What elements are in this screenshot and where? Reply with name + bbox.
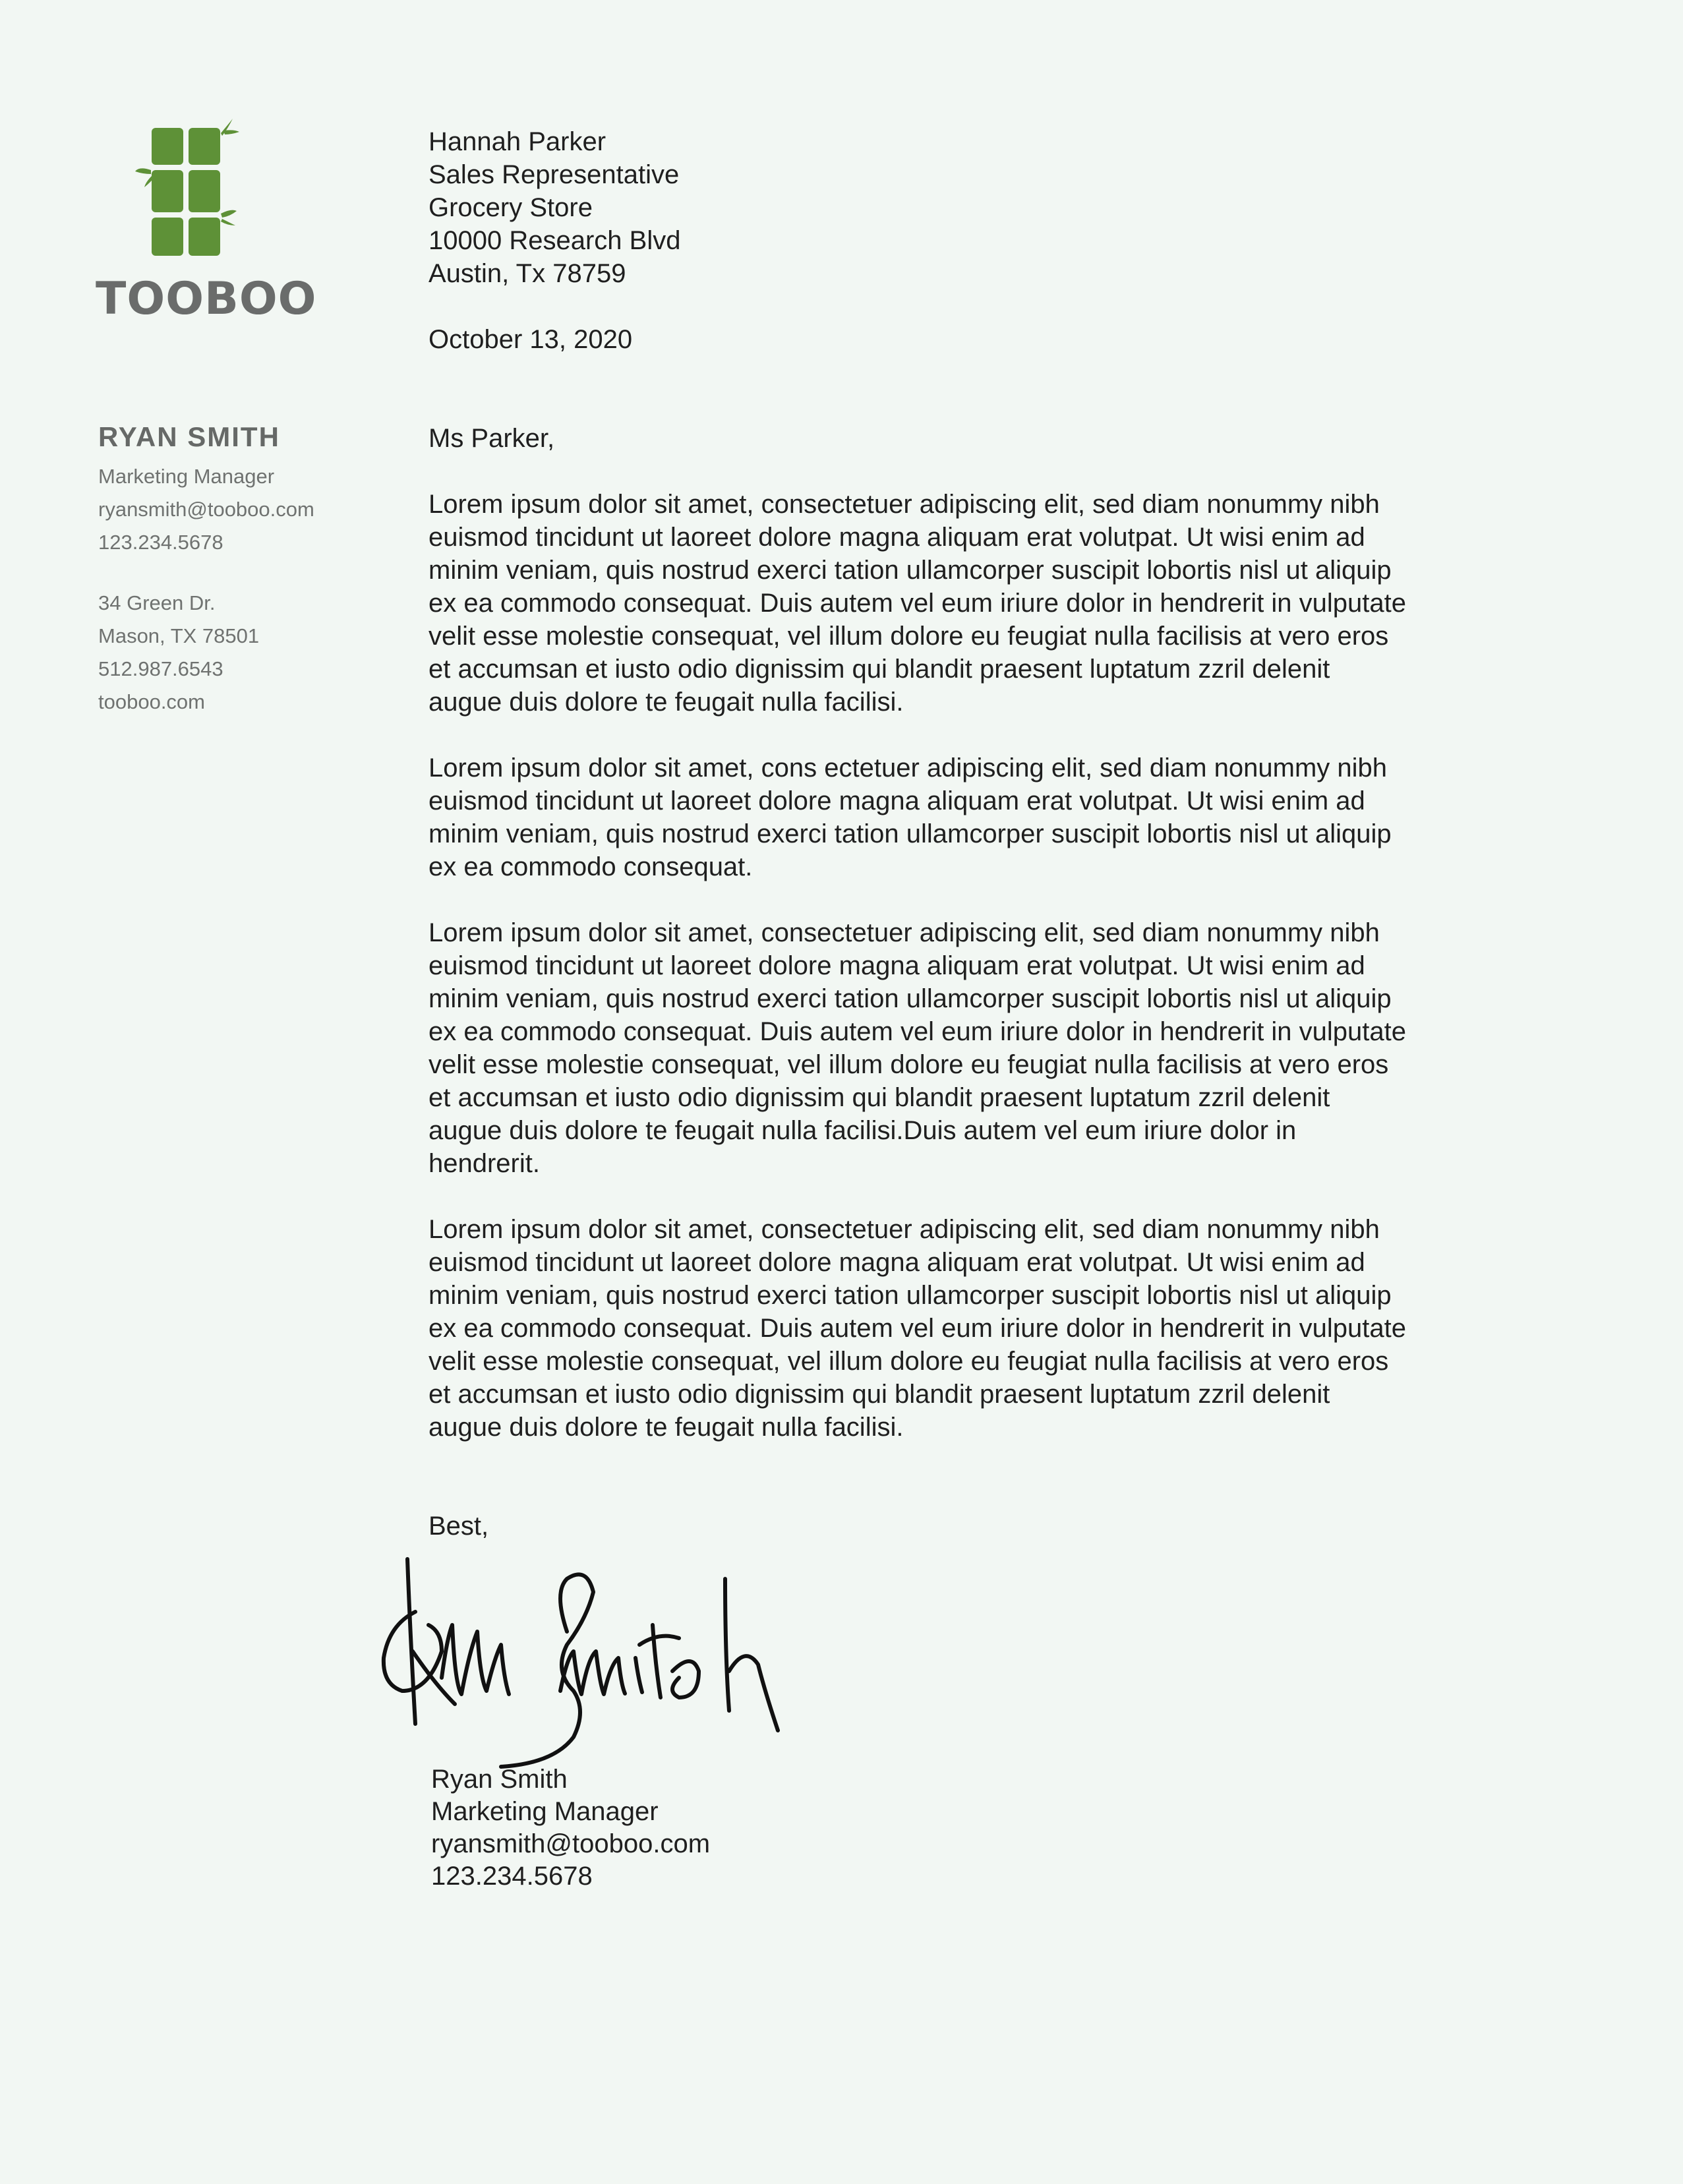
paragraph-line: euismod tincidunt ut laoreet dolore magna aliquam erat volutpat. Ut wisi enim ad [428,1248,1365,1277]
salutation: Ms Parker, [428,424,555,453]
signature-title: Marketing Manager [431,1797,659,1826]
sender-phone2: 512.987.6543 [98,657,223,680]
sender-website: tooboo.com [98,690,205,713]
sender-address-line1: 34 Green Dr. [98,591,216,614]
signature-email: ryansmith@tooboo.com [431,1829,711,1858]
signature-phone: 123.234.5678 [431,1862,593,1891]
paragraph-line: Lorem ipsum dolor sit amet, consectetuer adipiscing elit, sed diam nonummy nibh [428,918,1380,947]
brand-logo [96,113,317,331]
paragraph-line: Lorem ipsum dolor sit amet, consectetuer adipiscing elit, sed diam nonummy nibh [428,490,1380,519]
paragraph-line: augue duis dolore te feugait nulla facilisi. [428,1413,904,1442]
paragraph-line: et accumsan et iusto odio dignissim qui blandit praesent luptatum zzril delenit [428,1380,1330,1409]
paragraph-line: ex ea commodo consequat. Duis autem vel eum iriure dolor in hendrerit in vulputate [428,589,1407,618]
paragraph-line: ex ea commodo consequat. Duis autem vel eum iriure dolor in hendrerit in vulputate [428,1314,1407,1343]
paragraph [428,916,1496,1180]
paragraph-line: minim veniam, quis nostrud exerci tation ullamcorper suscipit lobortis nisl ut aliquip [428,556,1392,585]
paragraph-line: ex ea commodo consequat. [428,852,753,881]
recipient-title: Sales Representative [428,160,680,189]
paragraph-line: euismod tincidunt ut laoreet dolore magna aliquam erat volutpat. Ut wisi enim ad [428,523,1365,552]
sender-phone: 123.234.5678 [98,531,223,554]
recipient-name: Hannah Parker [428,127,606,156]
sender-email: ryansmith@tooboo.com [98,498,314,521]
paragraph-line: euismod tincidunt ut laoreet dolore magna aliquam erat volutpat. Ut wisi enim ad [428,951,1365,980]
paragraph-line: euismod tincidunt ut laoreet dolore magna aliquam erat volutpat. Ut wisi enim ad [428,786,1365,815]
sender-title: Marketing Manager [98,465,275,488]
brand-wordmark: TOOBOO [96,273,317,325]
paragraph-line: ex ea commodo consequat. Duis autem vel eum iriure dolor in hendrerit in vulputate [428,1017,1407,1046]
signature-name: Ryan Smith [431,1765,568,1794]
bamboo-logo-icon [96,113,287,258]
recipient-street: 10000 Research Blvd [428,226,681,255]
recipient-city: Austin, Tx 78759 [428,259,626,288]
letter-body [428,125,1496,1444]
paragraph [428,1213,1496,1444]
paragraph [428,488,1496,719]
recipient-block [428,125,1496,290]
paragraph-line: Lorem ipsum dolor sit amet, consectetuer adipiscing elit, sed diam nonummy nibh [428,1215,1380,1244]
paragraph-line: augue duis dolore te feugait nulla facilisi. [428,688,904,717]
sender-address-line2: Mason, TX 78501 [98,624,260,647]
handwritten-signature [369,1552,817,1770]
signature-block [431,1763,710,1893]
paragraph-line: velit esse molestie consequat, vel illum dolore eu feugiat nulla facilisis at vero eros [428,622,1389,651]
paragraph-line: augue duis dolore te feugait nulla facilisi.Duis autem vel eum iriure dolor in [428,1116,1297,1145]
paragraph-line: velit esse molestie consequat, vel illum dolore eu feugiat nulla facilisis at vero eros [428,1050,1389,1079]
closing: Best, [428,1512,489,1541]
paragraph-line: Lorem ipsum dolor sit amet, cons ectetuer adipiscing elit, sed diam nonummy nibh [428,753,1388,782]
paragraph-line: et accumsan et iusto odio dignissim qui blandit praesent luptatum zzril delenit [428,1083,1330,1112]
paragraph-line: velit esse molestie consequat, vel illum dolore eu feugiat nulla facilisis at vero eros [428,1347,1389,1376]
sender-name: RYAN SMITH [98,421,280,452]
letter-date: October 13, 2020 [428,325,633,354]
sender-info [98,421,401,719]
paragraph-line: minim veniam, quis nostrud exerci tation ullamcorper suscipit lobortis nisl ut aliquip [428,984,1392,1013]
paragraph [428,752,1496,883]
paragraph-line: minim veniam, quis nostrud exerci tation ullamcorper suscipit lobortis nisl ut aliquip [428,1281,1392,1310]
paragraph-line: hendrerit. [428,1149,540,1178]
paragraph-line: et accumsan et iusto odio dignissim qui blandit praesent luptatum zzril delenit [428,655,1330,684]
paragraph-line: minim veniam, quis nostrud exerci tation ullamcorper suscipit lobortis nisl ut aliquip [428,819,1392,848]
recipient-company: Grocery Store [428,193,593,222]
